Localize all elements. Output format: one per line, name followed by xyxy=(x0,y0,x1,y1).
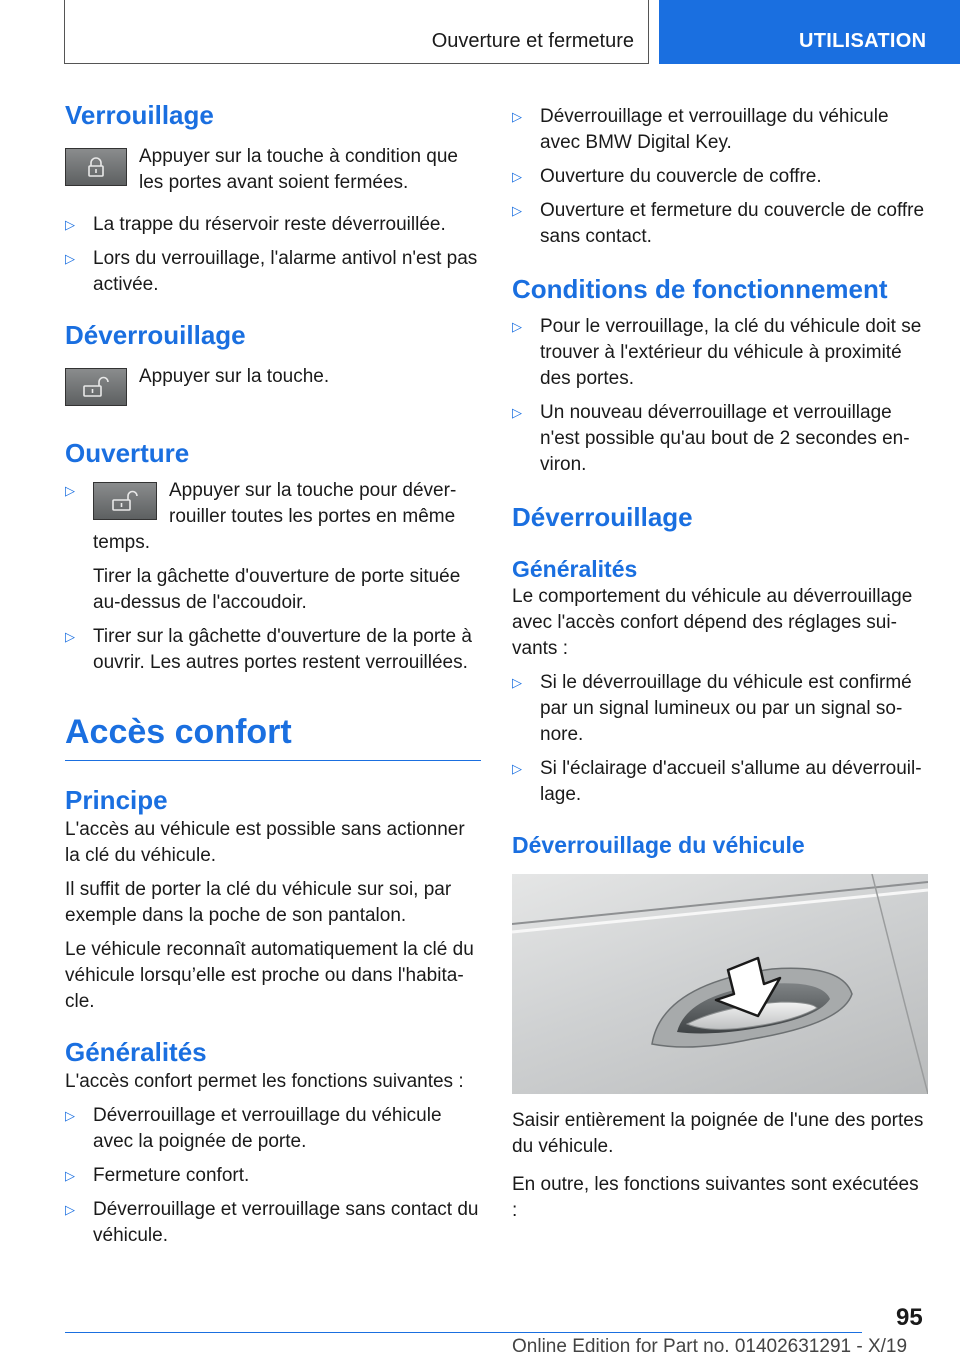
list-item: ▷ Un nouveau déverrouillage et verrouillage n'est possible qu'au bout de 2 secondes environ. xyxy=(512,402,910,475)
lock-button-text: Appuyer sur la touche à condition que les portes avant soient fermées. xyxy=(139,146,458,193)
heading-conditions: Conditions de fonctionnement xyxy=(512,274,888,304)
unlock-icon xyxy=(81,376,111,398)
triangle-bullet-icon: ▷ xyxy=(65,1202,75,1217)
footer-rule xyxy=(65,1332,862,1333)
vehicule-paragraph: Saisir entièrement la poignée de l'une des portes du véhicule. xyxy=(512,1110,924,1157)
left-column xyxy=(65,98,481,1249)
chapter-title-rule xyxy=(65,760,481,761)
ouverture-bullets xyxy=(65,478,481,676)
unlock-button-text: Appuyer sur la touche. xyxy=(139,366,330,387)
list-item: ▷ Ouverture du couvercle de coffre. xyxy=(512,166,822,187)
list-item: ▷ Déverrouillage et verrouillage sans contact du véhicule. xyxy=(65,1199,479,1246)
footer-edition: Online Edition for Part no. 01402631291 - X/19 xyxy=(512,1336,908,1357)
triangle-bullet-icon: ▷ xyxy=(512,169,522,184)
triangle-bullet-icon: ▷ xyxy=(512,203,522,218)
header-section-box xyxy=(64,0,649,64)
triangle-bullet-icon: ▷ xyxy=(65,1168,75,1183)
principe-paragraph: Le véhicule reconnaît automatiquement la clé du véhicule lorsqu’elle est proche ou dans l'habitacle. xyxy=(65,939,474,1012)
list-item: ▷ Si l'éclairage d'accueil s'allume au déverrouillage. xyxy=(512,758,922,805)
triangle-bullet-icon: ▷ xyxy=(65,217,75,232)
generalites-right-intro: Le comportement du véhicule au déverrouillage avec l'accès confort dépend des réglages suivants : xyxy=(512,586,913,659)
triangle-bullet-icon: ▷ xyxy=(512,405,522,420)
list-item: ▷ Déverrouillage et verrouillage du véhicule avec la poignée de porte. xyxy=(65,1105,442,1152)
triangle-bullet-icon: ▷ xyxy=(512,761,522,776)
triangle-bullet-icon: ▷ xyxy=(512,319,522,334)
generalites-intro: L'accès confort permet les fonctions suivantes : xyxy=(65,1071,464,1092)
unlock-icon xyxy=(110,490,140,512)
heading-deverrouillage-right: Déverrouillage xyxy=(512,502,693,532)
triangle-bullet-icon: ▷ xyxy=(512,109,522,124)
heading-deverrouillage-vehicule: Déverrouillage du véhicule xyxy=(512,832,805,858)
list-item: ▷ Si le déverrouillage du véhicule est confirmé par un signal lumineux ou par un signal sonore. xyxy=(512,672,912,745)
lock-button-image xyxy=(65,148,127,186)
top-bullets xyxy=(512,104,928,250)
heading-generalites: Généralités xyxy=(65,1037,207,1067)
triangle-bullet-icon: ▷ xyxy=(65,1108,75,1123)
vehicule-paragraph: En outre, les fonctions suivantes sont exécutées : xyxy=(512,1174,919,1221)
list-item: ▷ Fermeture confort. xyxy=(65,1165,250,1186)
list-item: ▷ Tirer sur la gâchette d'ouverture de la porte à ouvrir. Les autres portes restent verrouillées. xyxy=(65,626,472,673)
right-column xyxy=(512,98,928,1224)
list-item: ▷ Déverrouillage et verrouillage du véhicule avec BMW Digital Key. xyxy=(512,106,889,153)
heading-principe: Principe xyxy=(65,785,168,815)
unlock-button-image xyxy=(93,482,157,520)
list-item: ▷ La trappe du réservoir reste déverrouillée. xyxy=(65,214,446,235)
principe-paragraph: Il suffit de porter la clé du véhicule sur soi, par exemple dans la poche de son pantalon. xyxy=(65,879,452,926)
list-item: ▷ Pour le verrouillage, la clé du véhicule doit se trouver à l'extérieur du véhicule à proximité des portes. xyxy=(512,316,922,389)
generalites-bullets xyxy=(65,1103,481,1249)
page-number: 95 xyxy=(896,1304,923,1331)
triangle-bullet-icon: ▷ xyxy=(512,675,522,690)
header-chapter-tab xyxy=(659,0,960,64)
unlock-button-row xyxy=(65,366,481,406)
generalites-right-bullets xyxy=(512,670,928,808)
heading-ouverture: Ouverture xyxy=(65,438,190,468)
door-handle-illustration xyxy=(512,874,928,1094)
heading-generalites-right: Généralités xyxy=(512,556,638,582)
principe-paragraph: L'accès au véhicule est possible sans actionner la clé du véhicule. xyxy=(65,819,465,866)
lock-icon xyxy=(85,156,107,178)
lock-button-row xyxy=(65,146,481,196)
list-item: ▷ Appuyer sur la touche pour déverrouiller toutes les portes en même temps. Tirer la gâchette d'ouverture de porte située au-dessus de l'accoudoir. xyxy=(65,480,461,613)
list-item: ▷ Lors du verrouillage, l'alarme antivol n'est pas activée. xyxy=(65,248,478,295)
chapter-title-acces-confort: Accès confort xyxy=(65,713,292,751)
conditions-bullets xyxy=(512,314,928,478)
unlock-button-image xyxy=(65,368,127,406)
triangle-bullet-icon: ▷ xyxy=(65,251,75,266)
door-handle-photo xyxy=(512,874,928,1094)
heading-verrouillage: Verrouillage xyxy=(65,100,214,130)
triangle-bullet-icon: ▷ xyxy=(65,483,75,498)
heading-deverrouillage: Déverrouillage xyxy=(65,320,246,350)
triangle-bullet-icon: ▷ xyxy=(65,629,75,644)
header-section-title: Ouverture et fermeture xyxy=(431,30,634,52)
list-item: ▷ Ouverture et fermeture du couvercle de coffre sans contact. xyxy=(512,200,925,247)
header-chapter-label: UTILISATION xyxy=(799,30,927,52)
verrouillage-bullets xyxy=(65,212,481,298)
